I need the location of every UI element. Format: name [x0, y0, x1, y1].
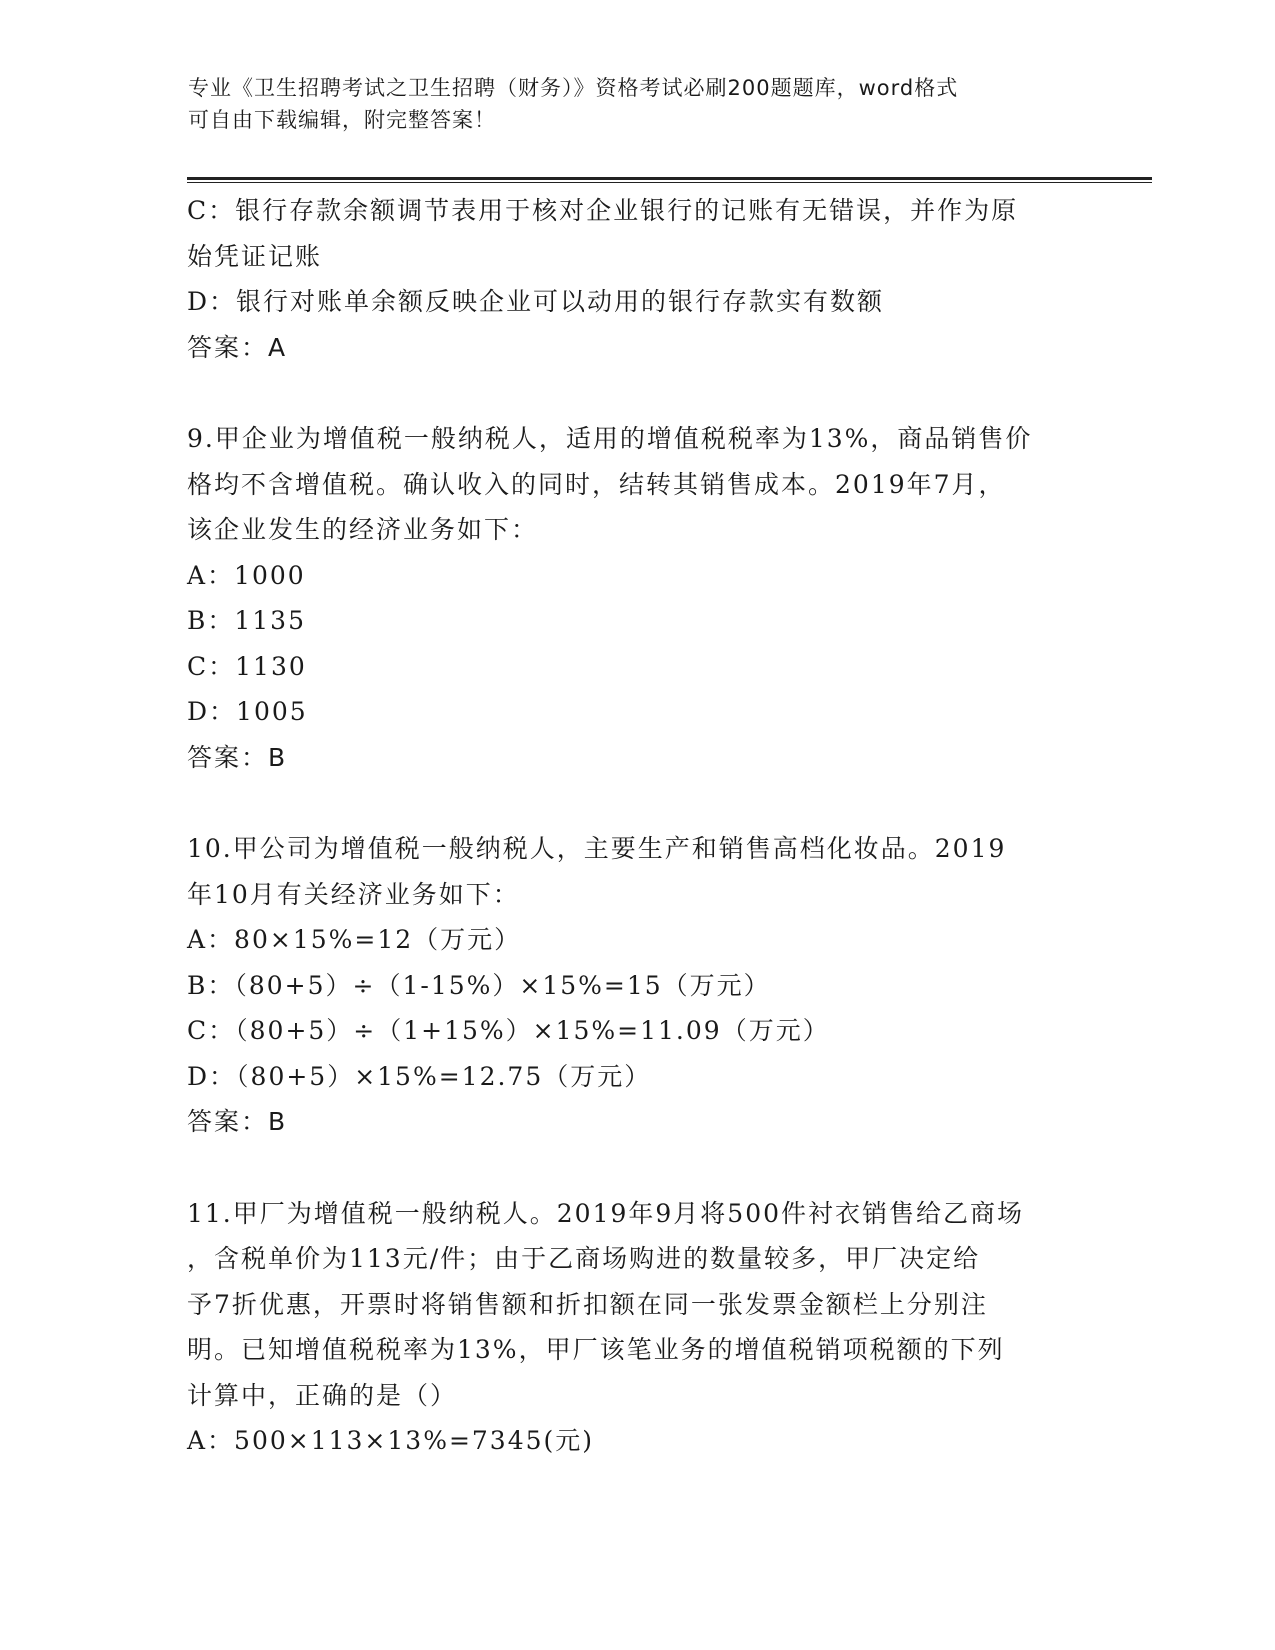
question-stem-line: 明。已知增值税税率为13%，甲厂该笔业务的增值税销项税额的下列 — [187, 1335, 1005, 1364]
option-d: D：（80+5）×15%=12.75（万元） — [187, 1061, 652, 1091]
option-a: A：1000 — [187, 560, 306, 590]
question-11 — [187, 1191, 1087, 1464]
option-a: A：500×113×13%=7345(元) — [187, 1426, 595, 1455]
question-stem-line: 该企业发生的经济业务如下： — [187, 515, 539, 544]
document-header — [188, 72, 1068, 136]
question-stem-line: 年10月有关经济业务如下： — [187, 879, 520, 909]
question-stem-line: 10.甲公司为增值税一般纳税人，主要生产和销售高档化妆品。2019 — [187, 834, 1007, 863]
question-stem-line: 计算中，正确的是（） — [187, 1380, 458, 1410]
question-stem-line: 9.甲企业为增值税一般纳税人，适用的增值税税率为13%，商品销售价 — [187, 424, 1033, 453]
question-10 — [187, 826, 1087, 1145]
answer: 答案：B — [187, 742, 288, 772]
document-body — [187, 188, 1087, 1464]
question-stem-line: 格均不含增值税。确认收入的同时，结转其销售成本。2019年7月， — [187, 469, 1006, 499]
option-d: D：银行对账单余额反映企业可以动用的银行存款实有数额 — [187, 287, 885, 316]
option-c-line-1: C：银行存款余额调节表用于核对企业银行的记账有无错误，并作为原 — [187, 196, 1019, 225]
option-c: C：（80+5）÷（1+15%）×15%=11.09（万元） — [187, 1016, 830, 1045]
header-divider-thick — [187, 177, 1152, 180]
option-b: B：（80+5）÷（1-15%）×15%=15（万元） — [187, 970, 771, 1000]
question-9 — [187, 416, 1087, 780]
answer: 答案：B — [187, 1107, 288, 1136]
header-line-2: 可自由下载编辑，附完整答案！ — [188, 108, 496, 132]
option-d: D：1005 — [187, 697, 308, 726]
option-c: C：1130 — [187, 651, 307, 681]
answer: 答案：A — [187, 332, 288, 362]
option-c-line-2: 始凭证记账 — [187, 241, 323, 271]
option-a: A：80×15%=12（万元） — [187, 925, 522, 954]
question-stem-line: 11.甲厂为增值税一般纳税人。2019年9月将500件衬衣销售给乙商场 — [187, 1198, 1025, 1228]
question-stem-line: ，含税单价为113元/件；由于乙商场购进的数量较多，甲厂决定给 — [187, 1244, 981, 1273]
header-line-1: 专业《卫生招聘考试之卫生招聘（财务）》资格考试必刷200题题库，word格式 — [188, 76, 959, 100]
option-b: B：1135 — [187, 606, 306, 635]
question-8-tail — [187, 188, 1087, 370]
header-divider-thin — [187, 182, 1152, 183]
question-stem-line: 予7折优惠，开票时将销售额和折扣额在同一张发票金额栏上分别注 — [187, 1289, 988, 1319]
